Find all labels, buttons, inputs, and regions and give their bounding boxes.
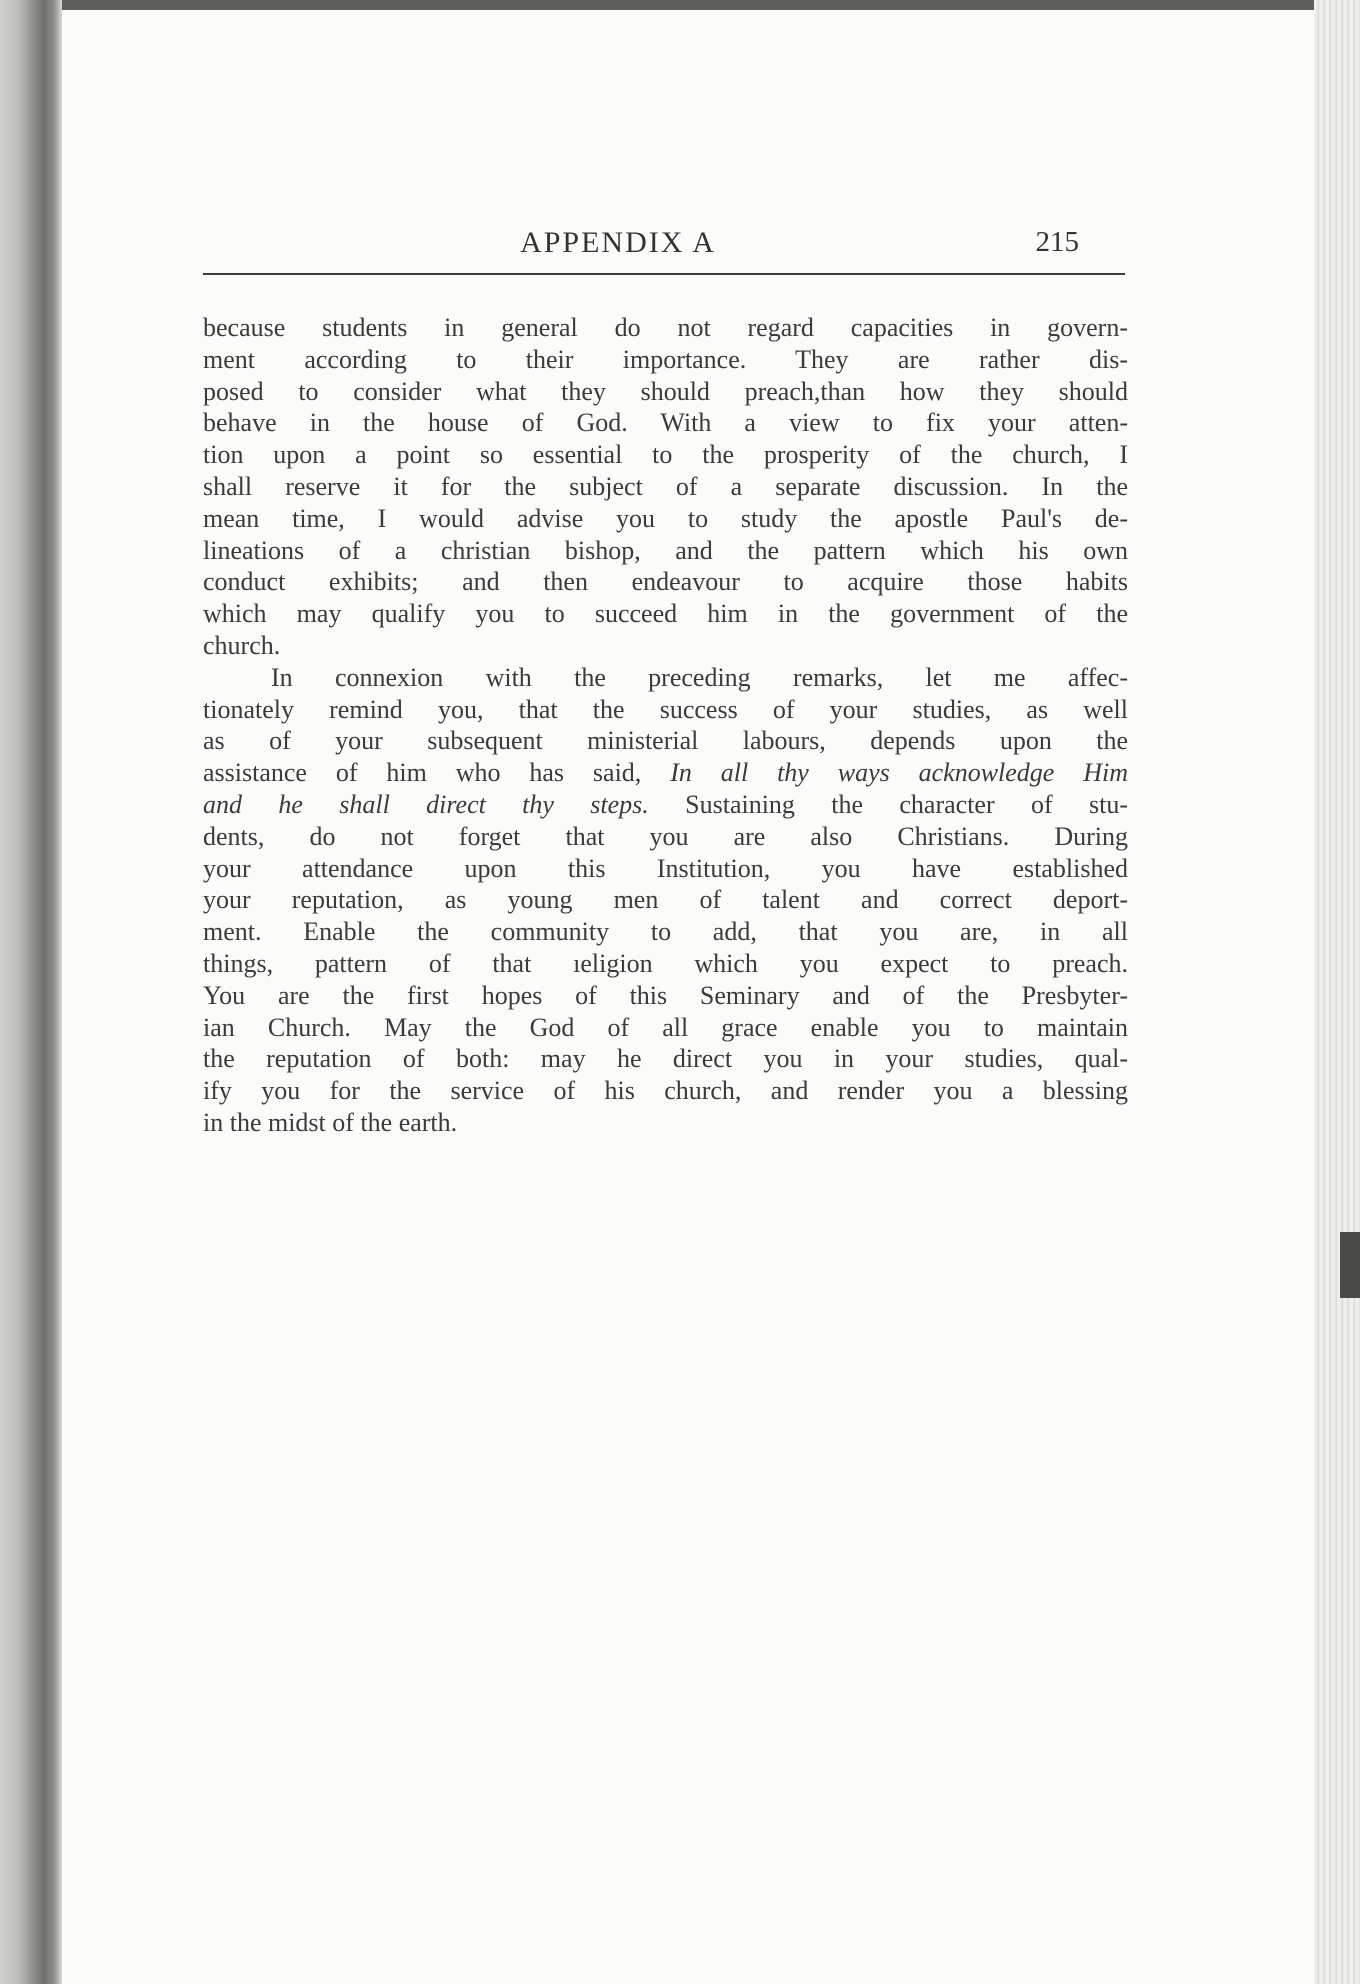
text-line: conduct exhibits; and then endeavour to acquire those habits: [203, 567, 1128, 597]
text-line: lineations of a christian bishop, and the pattern which his own: [203, 535, 1128, 565]
page-number: 215: [1035, 226, 1079, 258]
text-line: ify you for the service of his church, and render you a blessing: [203, 1076, 1128, 1106]
text-segment: Sustaining the character of stu-: [648, 789, 1128, 819]
text-line: posed to consider what they should preach,than how they should: [203, 376, 1128, 406]
text-line: which may qualify you to succeed him in the government of the: [203, 599, 1128, 629]
text-line-mixed: [203, 757, 1128, 789]
text-line: tion upon a point so essential to the prosperity of the church, I: [203, 440, 1128, 470]
text-line: the reputation of both: may he direct you in your studies, qual-: [203, 1044, 1128, 1074]
text-line: In connexion with the preceding remarks, let me affec-: [271, 662, 1128, 692]
header-rule: [203, 273, 1125, 275]
text-line: because students in general do not regard capacities in govern-: [203, 313, 1128, 342]
body-text: [203, 312, 1128, 1139]
text-line: behave in the house of God. With a view to fix your atten-: [203, 408, 1128, 438]
text-line: your reputation, as young men of talent and correct deport-: [203, 885, 1128, 915]
text-line: as of your subsequent ministerial labours, depends upon the: [203, 726, 1128, 756]
text-line: ment according to their importance. They are rather dis-: [203, 344, 1128, 374]
text-segment: assistance of him who has said,: [203, 758, 671, 788]
text-line: church.: [203, 630, 281, 660]
page-header: [203, 226, 1123, 270]
text-line: shall reserve it for the subject of a separate discussion. In the: [203, 471, 1128, 501]
text-line: mean time, I would advise you to study the apostle Paul's de-: [203, 503, 1128, 533]
text-line-mixed: [203, 789, 1128, 821]
italic-quote: and he shall direct thy steps.: [203, 789, 649, 819]
text-line: ian Church. May the God of all grace enable you to maintain: [203, 1012, 1128, 1042]
text-line: dents, do not forget that you are also Christians. During: [203, 821, 1128, 851]
page-edge-tab: [1340, 1232, 1360, 1298]
running-head: APPENDIX A: [520, 226, 716, 259]
text-line: in the midst of the earth.: [203, 1107, 458, 1137]
text-line: tionately remind you, that the success of your studies, as well: [203, 694, 1128, 724]
book-binding: [0, 0, 62, 1984]
text-line: things, pattern of that ıeligion which you expect to preach.: [203, 948, 1128, 978]
text-line: your attendance upon this Institution, you have established: [203, 853, 1128, 883]
text-line: You are the first hopes of this Seminary and of the Presbyter-: [203, 980, 1128, 1010]
text-line: ment. Enable the community to add, that you are, in all: [203, 917, 1128, 947]
italic-quote: In all thy ways acknowledge Him: [670, 758, 1128, 788]
page-edges: [1314, 0, 1360, 1984]
